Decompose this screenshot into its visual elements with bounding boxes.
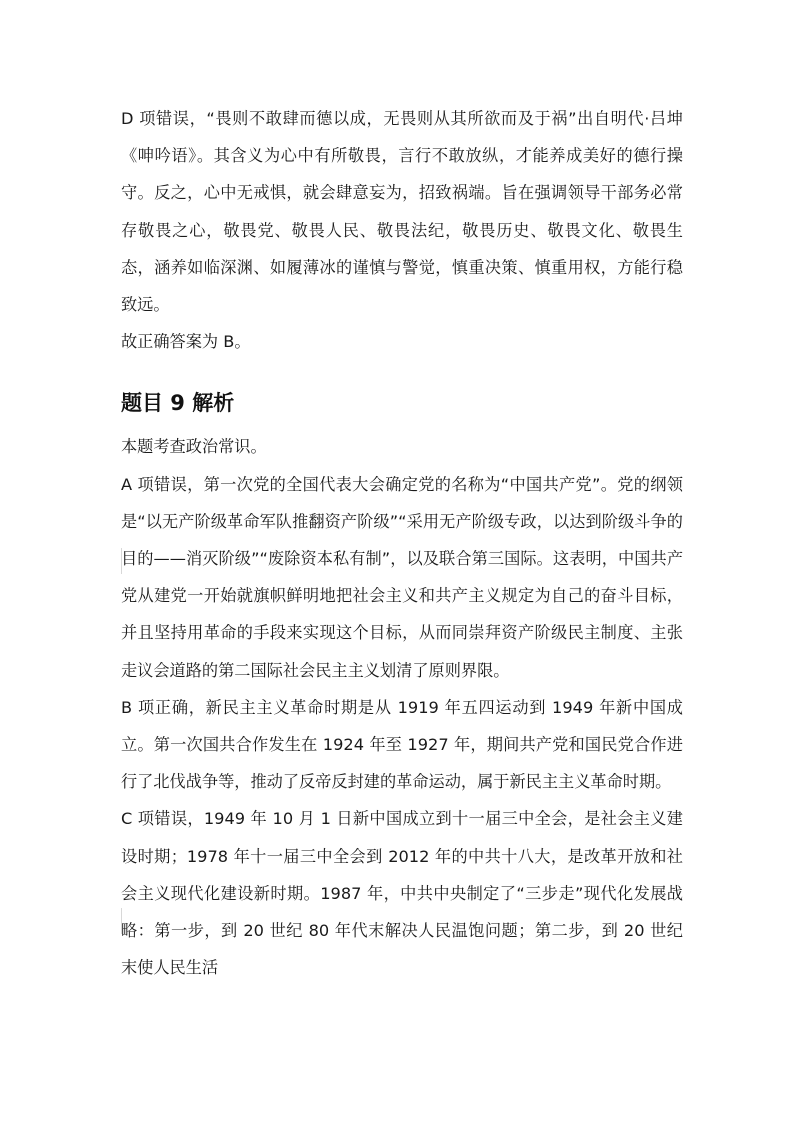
- answer-line: 故正确答案为 B。: [121, 332, 251, 352]
- option-c-paragraph: C 项错误，1949 年 10 月 1 日新中国成立到十一届三中全会，是社会主义建设时期；1978 年十一届三中全会到 2012 年的中共十八大，是改革开放和社会主义现代化建设新时期。1987 年，中共中央制定了“三步走”现代化发展战略：第一步，到 20 世纪 80 年代末解决人民温饱问题；第二步，到 20 世纪末使人民生活: [121, 809, 683, 978]
- question-9-intro: 本题考查政治常识。: [121, 437, 267, 457]
- question-9-heading: 题目 9 解析: [121, 391, 235, 416]
- option-d-paragraph: D 项错误，“畏则不敢肆而德以成，无畏则从其所欲而及于祸”出自明代·吕坤《呻吟语》。其含义为心中有所敬畏，言行不敢放纵，才能养成美好的德行操守。反之，心中无戒惧，就会肆意妄为，招致祸端。旨在强调领导干部务必常存敬畏之心，敬畏党、敬畏人民、敬畏法纪，敬畏历史、敬畏文化、敬畏生态，涵养如临深渊、如履薄冰的谨慎与警觉，慎重决策、慎重用权，方能行稳致远。: [121, 109, 683, 315]
- option-b-paragraph: B 项正确，新民主主义革命时期是从 1919 年五四运动到 1949 年新中国成立。第一次国共合作发生在 1924 年至 1927 年，期间共产党和国民党合作进行了北伐战争等，推动了反帝反封建的革命运动，属于新民主主义革命时期。: [121, 697, 683, 792]
- option-a-paragraph: A 项错误，第一次党的全国代表大会确定党的名称为“中国共产党”。党的纲领是“以无产阶级革命军队推翻资产阶级”“采用无产阶级专政，以达到阶级斗争的目的——消灭阶级”“废除资本私有制”，以及联合第三国际。这表明，中国共产党从建党一开始就旗帜鲜明地把社会主义和共产主义规定为自己的奋斗目标，并且坚持用革命的手段来实现这个目标，从而同崇拜资产阶级民主制度、主张走议会道路的第二国际社会民主主义划清了原则界限。: [121, 474, 683, 680]
- document-content: [121, 100, 683, 986]
